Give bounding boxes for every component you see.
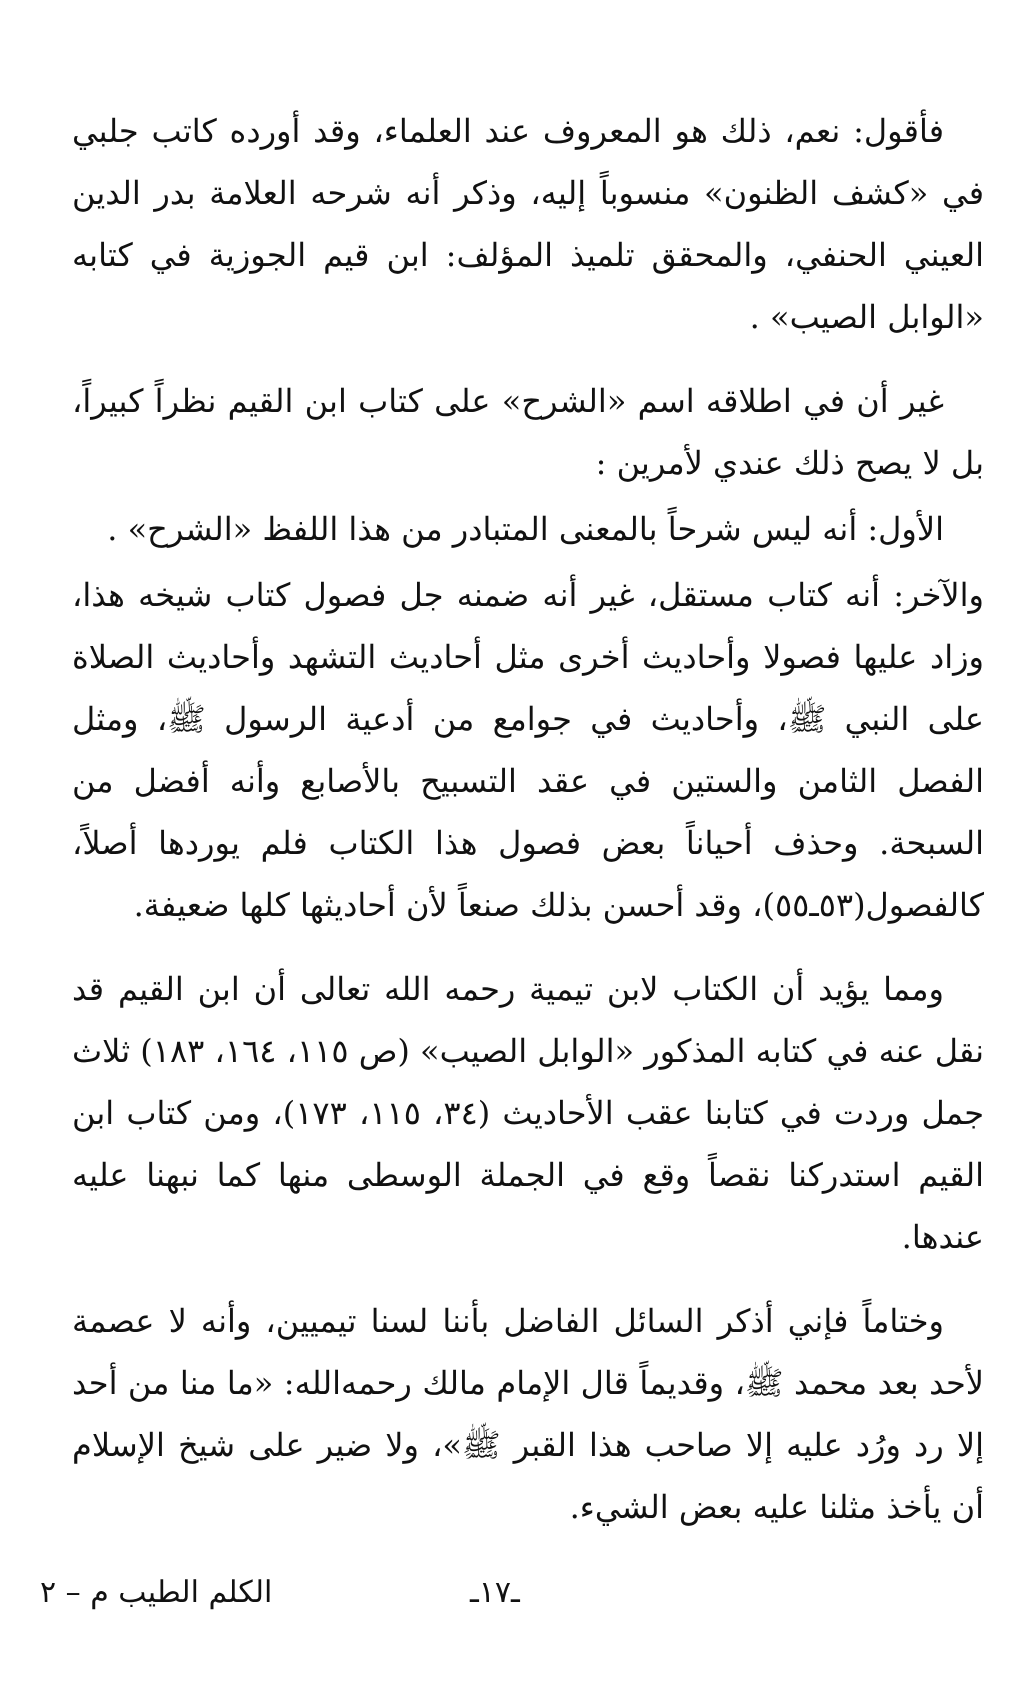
paragraph-first-reason: الأول: أنه ليس شرحاً بالمعنى المتبادر من هذا اللفظ «الشرح» .	[107, 510, 944, 548]
paragraph-conclusion: وختاماً فإني أذكر السائل الفاضل بأننا لسنا تيميين، وأنه لا عصمة لأحد بعد محمد ﷺ، وقديماً قال الإمام مالك رحمه‌الله: «ما منا من أحد إلا رد ورُد عليه إلا صاحب هذا القبر ﷺ»، ولا ضير على شيخ الإسلام أن يأخذ مثلنا عليه بعض الشيء.	[72, 1302, 985, 1526]
book-signature: الكلم الطيب م – ٢	[40, 1575, 273, 1610]
page-footer	[0, 1575, 1024, 1635]
page-number: ـ١٧ـ	[470, 1575, 520, 1610]
page-body	[72, 100, 984, 1538]
paragraph-objection: غير أن في اطلاقه اسم «الشرح» على كتاب ابن القيم نظراً كبيراً، بل لا يصح ذلك عندي لأمرين :	[72, 382, 984, 482]
paragraph-second-reason: والآخر: أنه كتاب مستقل، غير أنه ضمنه جل فصول كتاب شيخه هذا، وزاد عليها فصولا وأحاديث أخرى مثل أحاديث التشهد وأحاديث الصلاة على النبي ﷺ، وأحاديث في جوامع من أدعية الرسول ﷺ، ومثل الفصل الثامن والستين في عقد التسبيح بالأصابع وأنه أفضل من السبحة. وحذف أحياناً بعض فصول هذا الكتاب فلم يوردها أصلاً، كالفصول(٥٣ـ٥٥)، وقد أحسن بذلك صنعاً لأن أحاديثها كلها ضعيفة.	[72, 576, 985, 924]
paragraph-supporting-evidence: ومما يؤيد أن الكتاب لابن تيمية رحمه الله تعالى أن ابن القيم قد نقل عنه في كتابه المذكور «الوابل الصيب» (ص ١١٥، ١٦٤، ١٨٣) ثلاث جمل وردت في كتابنا عقب الأحاديث (٣٤، ١١٥، ١٧٣)، ومن كتاب ابن القيم استدركنا نقصاً وقع في الجملة الوسطى منها كما نبهنا عليه عندها.	[72, 970, 985, 1256]
paragraph-response: فأقول: نعم، ذلك هو المعروف عند العلماء، وقد أورده كاتب جلبي في «كشف الظنون» منسوباً إليه، وذكر أنه شرحه العلامة بدر الدين العيني الحنفي، والمحقق تلميذ المؤلف: ابن قيم الجوزية في كتابه «الوابل الصيب» .	[72, 112, 984, 336]
